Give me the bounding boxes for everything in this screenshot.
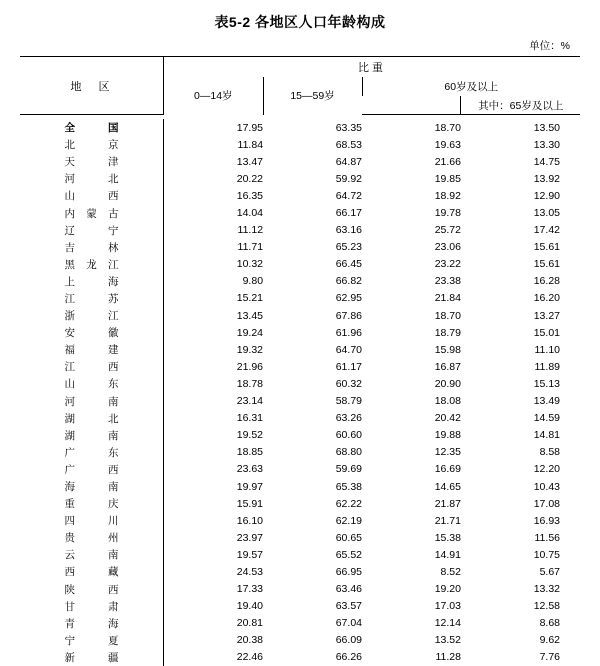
cell-age-60plus: 25.72 [362,222,461,239]
header-col-15-59: 15—59岁 [263,77,362,115]
table-row [20,427,580,444]
cell-age-15-59: 62.95 [263,290,362,307]
cell-age-65plus: 8.68 [461,615,580,632]
region-label: 江 西 [65,359,119,374]
table-row [20,393,580,410]
table-row [20,324,580,341]
row-region-name [20,222,164,239]
cell-age-15-59: 62.19 [263,512,362,529]
region-label: 上 海 [65,274,119,289]
cell-age-60plus: 18.79 [362,324,461,341]
cell-age-15-59: 64.87 [263,153,362,170]
cell-age-65plus: 11.56 [461,529,580,546]
row-region-name [20,410,164,427]
region-label: 贵 州 [65,530,119,545]
population-age-composition-table [20,56,580,666]
cell-age-65plus: 9.62 [461,632,580,649]
row-region-name [20,546,164,563]
cell-age-15-59: 59.69 [263,461,362,478]
region-label: 吉 林 [65,240,119,255]
cell-age-65plus: 16.28 [461,273,580,290]
region-label: 山 东 [65,376,119,391]
table-row [20,204,580,221]
cell-age-60plus: 15.38 [362,529,461,546]
region-label: 浙 江 [65,308,119,323]
region-label: 青 海 [65,616,119,631]
region-label: 内蒙古 [65,206,119,221]
header-proportion-label: 比重 [164,57,580,78]
table-row [20,495,580,512]
cell-age-15-59: 62.22 [263,495,362,512]
row-region-name [20,204,164,221]
row-region-name [20,358,164,375]
cell-age-60plus: 16.87 [362,358,461,375]
region-label: 福 建 [65,342,119,357]
cell-age-65plus: 10.43 [461,478,580,495]
cell-age-60plus: 21.66 [362,153,461,170]
cell-age-0-14: 19.57 [164,546,263,563]
cell-age-15-59: 61.17 [263,358,362,375]
row-region-name [20,444,164,461]
cell-age-60plus: 15.98 [362,341,461,358]
row-region-name [20,273,164,290]
table-row [20,341,580,358]
cell-age-60plus: 18.08 [362,393,461,410]
row-region-name [20,136,164,153]
cell-age-60plus: 18.70 [362,307,461,324]
row-region-name [20,256,164,273]
header-col-0-14: 0—14岁 [164,77,263,115]
cell-age-15-59: 65.52 [263,546,362,563]
cell-age-65plus: 15.61 [461,239,580,256]
table-row [20,444,580,461]
table-row [20,598,580,615]
region-label: 陕 西 [65,582,119,597]
row-region-name [20,324,164,341]
cell-age-65plus: 11.10 [461,341,580,358]
cell-age-65plus: 15.01 [461,324,580,341]
table-title: 表5-2 各地区人口年龄构成 [0,0,600,38]
cell-age-15-59: 63.35 [263,119,362,136]
cell-age-65plus: 16.20 [461,290,580,307]
cell-age-60plus: 16.69 [362,461,461,478]
region-label: 新 疆 [65,650,119,665]
cell-age-65plus: 5.67 [461,563,580,580]
cell-age-60plus: 19.63 [362,136,461,153]
cell-age-60plus: 12.35 [362,444,461,461]
cell-age-65plus: 12.90 [461,187,580,204]
region-label: 海 南 [65,479,119,494]
region-label: 天 津 [65,154,119,169]
cell-age-0-14: 19.52 [164,427,263,444]
row-region-name [20,119,164,136]
cell-age-60plus: 19.88 [362,427,461,444]
cell-age-15-59: 64.72 [263,187,362,204]
cell-age-0-14: 17.33 [164,581,263,598]
cell-age-65plus: 13.32 [461,581,580,598]
row-region-name [20,495,164,512]
cell-age-65plus: 14.81 [461,427,580,444]
region-label: 湖 南 [65,428,119,443]
cell-age-0-14: 18.85 [164,444,263,461]
row-region-name [20,153,164,170]
row-region-name [20,649,164,666]
region-label: 安 徽 [65,325,119,340]
table-row [20,136,580,153]
cell-age-0-14: 11.12 [164,222,263,239]
table-row [20,256,580,273]
cell-age-65plus: 14.75 [461,153,580,170]
row-region-name [20,393,164,410]
cell-age-60plus: 13.52 [362,632,461,649]
table-row [20,358,580,375]
cell-age-65plus: 13.27 [461,307,580,324]
cell-age-0-14: 24.53 [164,563,263,580]
table-row [20,581,580,598]
region-label: 四 川 [65,513,119,528]
region-label: 云 南 [65,547,119,562]
cell-age-0-14: 9.80 [164,273,263,290]
cell-age-65plus: 13.49 [461,393,580,410]
region-label: 西 藏 [65,564,119,579]
cell-age-0-14: 19.24 [164,324,263,341]
row-region-name [20,290,164,307]
cell-age-60plus: 21.84 [362,290,461,307]
cell-age-65plus: 7.76 [461,649,580,666]
region-label: 河 南 [65,394,119,409]
region-label: 北 京 [65,137,119,152]
cell-age-60plus: 21.87 [362,495,461,512]
cell-age-15-59: 66.17 [263,204,362,221]
cell-age-60plus: 17.03 [362,598,461,615]
header-col-65plus: 其中：65岁及以上 [461,96,580,115]
region-label: 河 北 [65,171,119,186]
cell-age-65plus: 10.75 [461,546,580,563]
table-row [20,119,580,136]
region-label: 甘 肃 [65,599,119,614]
row-region-name [20,375,164,392]
table-row [20,290,580,307]
cell-age-0-14: 11.71 [164,239,263,256]
cell-age-60plus: 21.71 [362,512,461,529]
cell-age-0-14: 23.14 [164,393,263,410]
cell-age-65plus: 15.61 [461,256,580,273]
table-header [20,57,580,115]
cell-age-60plus: 23.06 [362,239,461,256]
table-row [20,239,580,256]
cell-age-65plus: 13.30 [461,136,580,153]
table-row [20,153,580,170]
cell-age-65plus: 17.42 [461,222,580,239]
row-region-name [20,461,164,478]
cell-age-0-14: 16.10 [164,512,263,529]
cell-age-15-59: 63.46 [263,581,362,598]
cell-age-15-59: 60.60 [263,427,362,444]
cell-age-15-59: 66.45 [263,256,362,273]
cell-age-60plus: 14.91 [362,546,461,563]
cell-age-0-14: 15.91 [164,495,263,512]
cell-age-0-14: 23.97 [164,529,263,546]
row-region-name [20,478,164,495]
cell-age-15-59: 66.26 [263,649,362,666]
cell-age-0-14: 20.38 [164,632,263,649]
table-row [20,512,580,529]
cell-age-65plus: 16.93 [461,512,580,529]
cell-age-15-59: 68.53 [263,136,362,153]
cell-age-15-59: 63.57 [263,598,362,615]
cell-age-0-14: 20.22 [164,170,263,187]
table-row [20,307,580,324]
cell-age-0-14: 11.84 [164,136,263,153]
cell-age-65plus: 17.08 [461,495,580,512]
cell-age-15-59: 60.65 [263,529,362,546]
region-label: 湖 北 [65,411,119,426]
cell-age-60plus: 14.65 [362,478,461,495]
cell-age-65plus: 13.50 [461,119,580,136]
table-row [20,615,580,632]
region-label: 黑龙江 [65,257,119,272]
cell-age-65plus: 14.59 [461,410,580,427]
cell-age-0-14: 19.97 [164,478,263,495]
region-label: 广 西 [65,462,119,477]
cell-age-15-59: 59.92 [263,170,362,187]
row-region-name [20,598,164,615]
header-col-60plus: 60岁及以上 [362,77,580,96]
region-label: 山 西 [65,188,119,203]
cell-age-15-59: 63.16 [263,222,362,239]
cell-age-65plus: 13.05 [461,204,580,221]
cell-age-15-59: 64.70 [263,341,362,358]
table-row [20,273,580,290]
cell-age-60plus: 19.20 [362,581,461,598]
cell-age-0-14: 23.63 [164,461,263,478]
row-region-name [20,581,164,598]
cell-age-0-14: 13.47 [164,153,263,170]
cell-age-65plus: 12.20 [461,461,580,478]
table-body [20,115,580,666]
cell-age-15-59: 66.95 [263,563,362,580]
row-region-name [20,239,164,256]
cell-age-15-59: 58.79 [263,393,362,410]
unit-label: 单位：% [0,38,600,56]
table-row [20,632,580,649]
region-label: 重 庆 [65,496,119,511]
cell-age-60plus: 12.14 [362,615,461,632]
cell-age-15-59: 60.32 [263,375,362,392]
row-region-name [20,427,164,444]
region-label: 宁 夏 [65,633,119,648]
row-region-name [20,615,164,632]
cell-age-0-14: 10.32 [164,256,263,273]
cell-age-15-59: 65.23 [263,239,362,256]
region-label: 辽 宁 [65,223,119,238]
cell-age-60plus: 23.38 [362,273,461,290]
cell-age-60plus: 23.22 [362,256,461,273]
cell-age-60plus: 20.42 [362,410,461,427]
cell-age-65plus: 12.58 [461,598,580,615]
cell-age-60plus: 11.28 [362,649,461,666]
cell-age-0-14: 16.35 [164,187,263,204]
table-row [20,222,580,239]
table-row [20,170,580,187]
header-region-label: 地 区 [20,57,164,115]
row-region-name [20,170,164,187]
row-region-name [20,529,164,546]
cell-age-0-14: 21.96 [164,358,263,375]
header-sub-spacer [362,96,461,115]
table-row [20,529,580,546]
cell-age-0-14: 19.32 [164,341,263,358]
cell-age-0-14: 19.40 [164,598,263,615]
cell-age-0-14: 20.81 [164,615,263,632]
table-row [20,375,580,392]
cell-age-60plus: 19.85 [362,170,461,187]
cell-age-0-14: 14.04 [164,204,263,221]
header-row-group [20,57,580,78]
region-label: 江 苏 [65,291,119,306]
cell-age-0-14: 17.95 [164,119,263,136]
row-region-name [20,632,164,649]
cell-age-15-59: 66.09 [263,632,362,649]
cell-age-60plus: 18.92 [362,187,461,204]
row-region-name [20,563,164,580]
table-row [20,649,580,666]
table-row [20,478,580,495]
region-label: 广 东 [65,445,119,460]
cell-age-65plus: 11.89 [461,358,580,375]
cell-age-65plus: 15.13 [461,375,580,392]
table-row [20,546,580,563]
cell-age-0-14: 18.78 [164,375,263,392]
cell-age-15-59: 67.04 [263,615,362,632]
cell-age-15-59: 65.38 [263,478,362,495]
cell-age-15-59: 68.80 [263,444,362,461]
table-row [20,187,580,204]
cell-age-0-14: 13.45 [164,307,263,324]
row-region-name [20,307,164,324]
row-region-name [20,512,164,529]
cell-age-0-14: 22.46 [164,649,263,666]
cell-age-15-59: 67.86 [263,307,362,324]
cell-age-15-59: 66.82 [263,273,362,290]
cell-age-60plus: 19.78 [362,204,461,221]
cell-age-0-14: 15.21 [164,290,263,307]
cell-age-15-59: 63.26 [263,410,362,427]
cell-age-15-59: 61.96 [263,324,362,341]
row-region-name [20,187,164,204]
table-row [20,461,580,478]
cell-age-60plus: 18.70 [362,119,461,136]
region-label: 全 国 [65,120,119,135]
cell-age-60plus: 8.52 [362,563,461,580]
cell-age-65plus: 8.58 [461,444,580,461]
table-row [20,563,580,580]
cell-age-60plus: 20.90 [362,375,461,392]
row-region-name [20,341,164,358]
cell-age-65plus: 13.92 [461,170,580,187]
cell-age-0-14: 16.31 [164,410,263,427]
table-row [20,410,580,427]
